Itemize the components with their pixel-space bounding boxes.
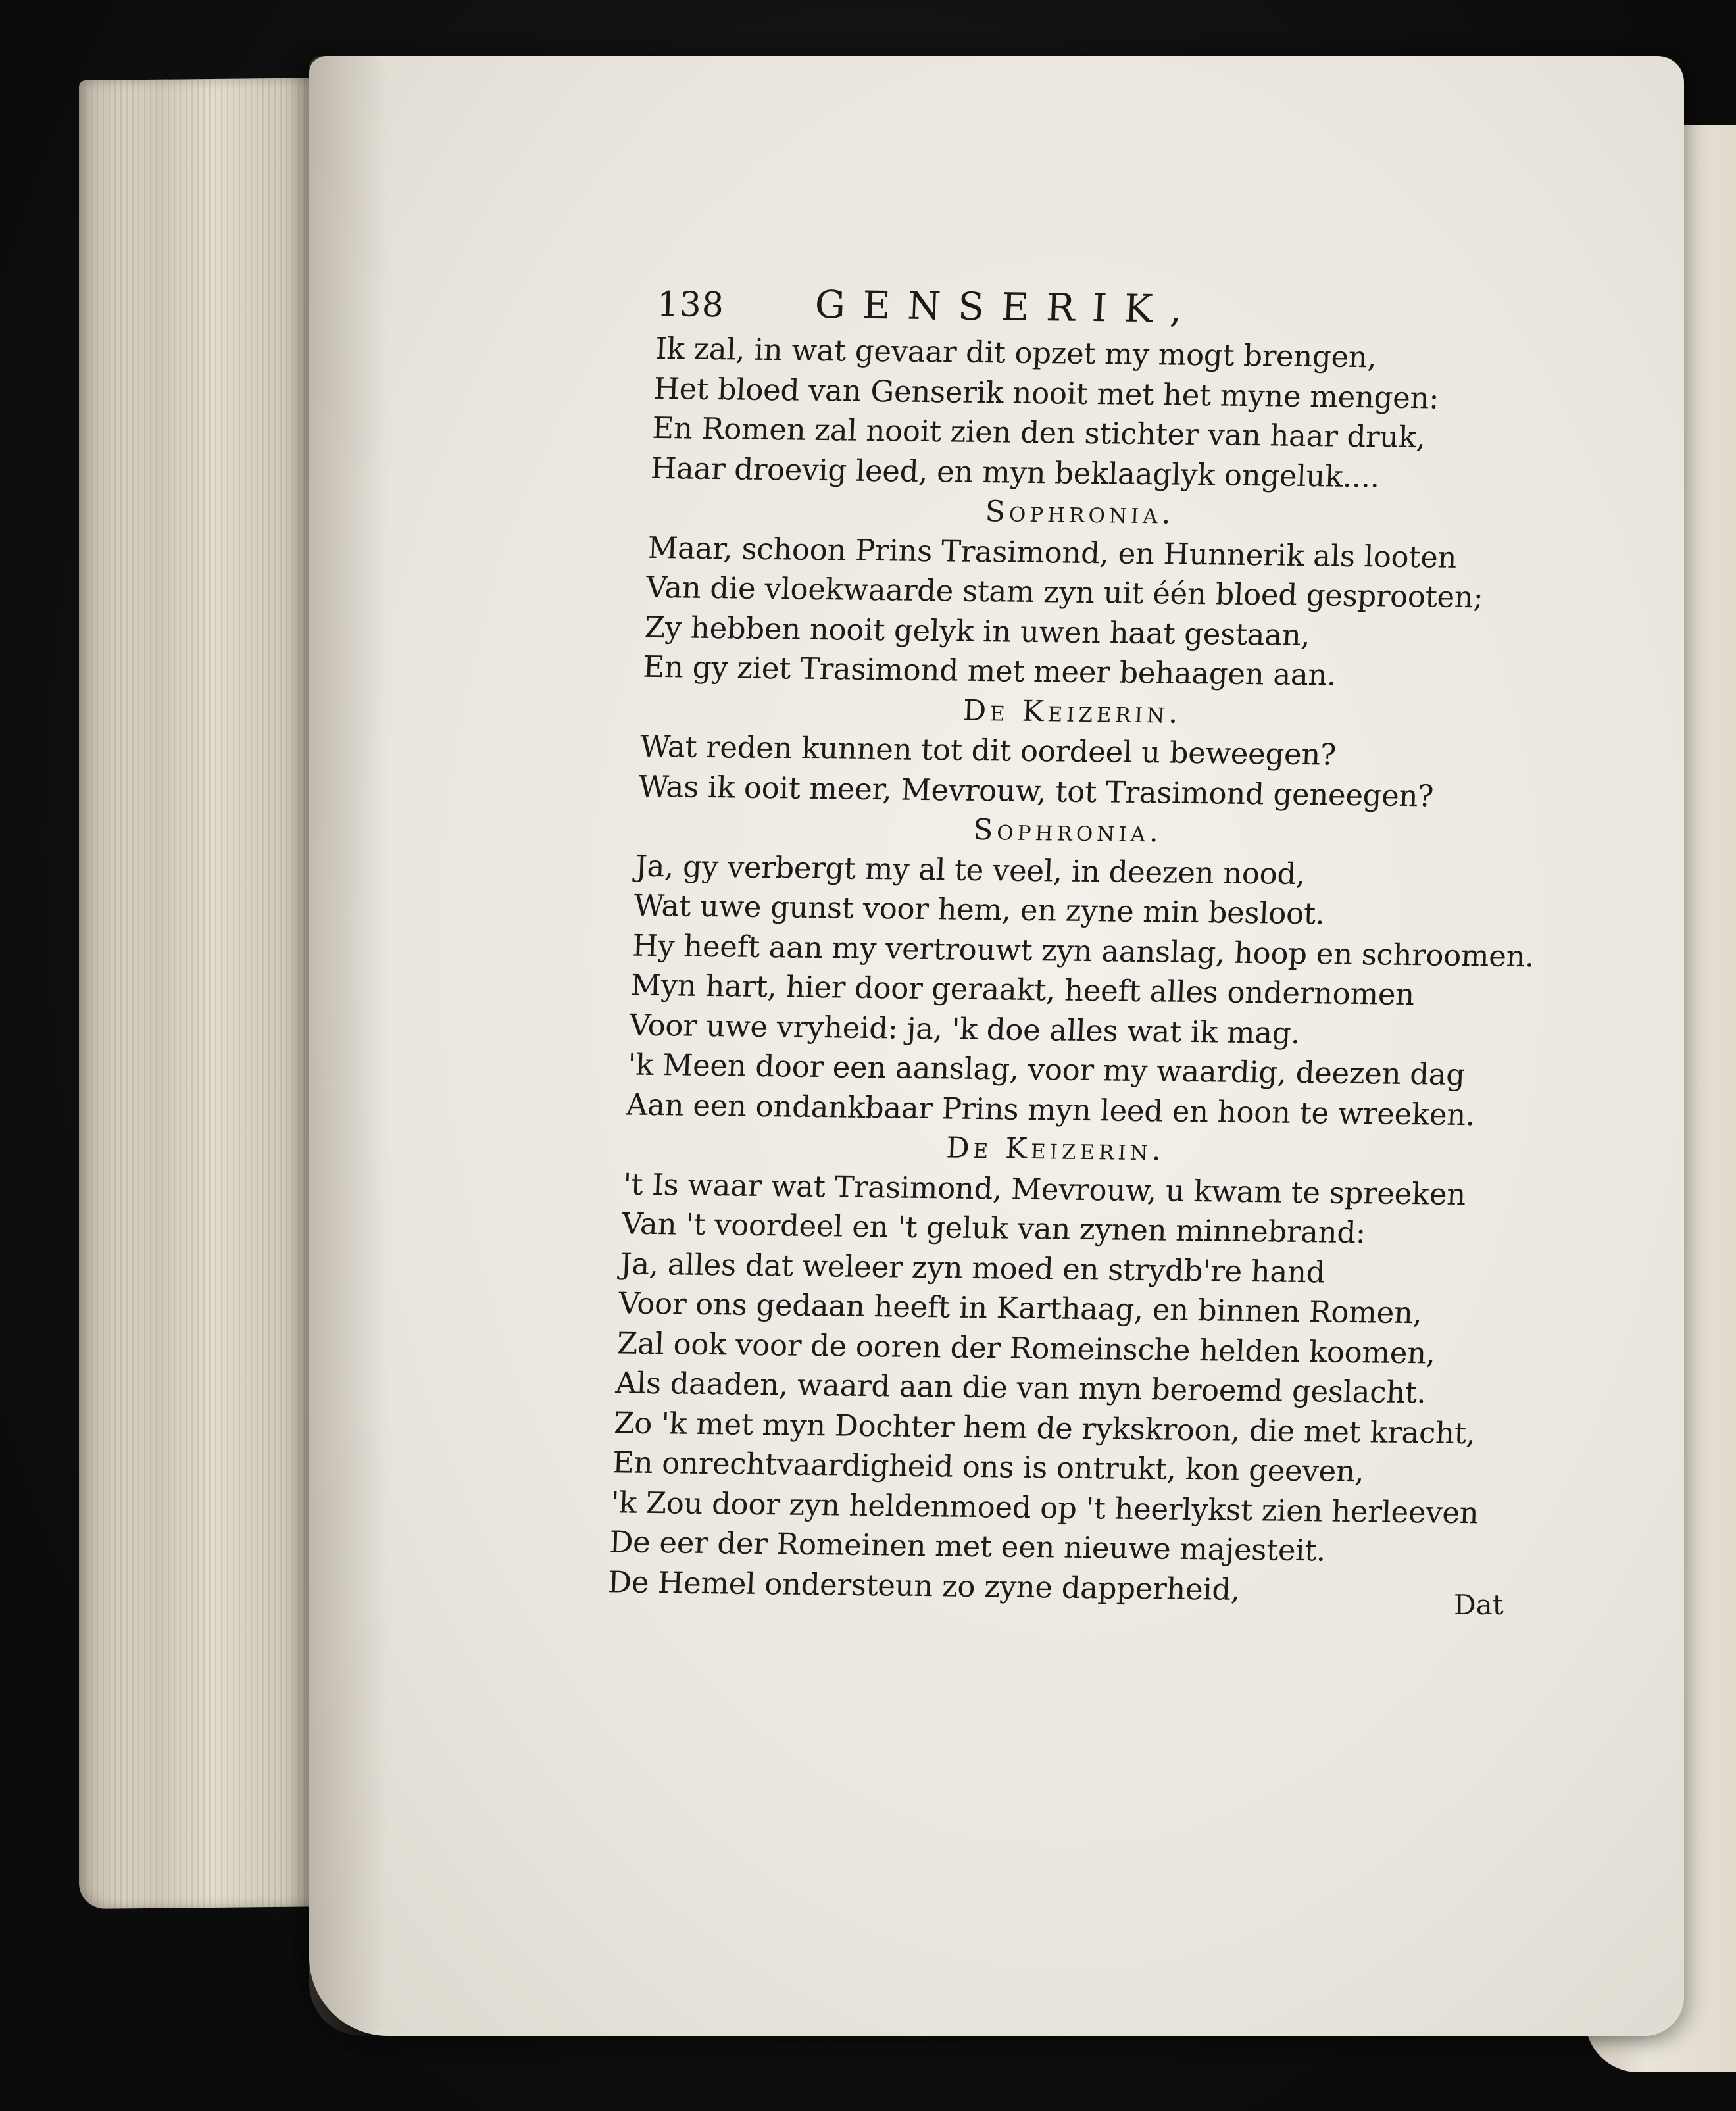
verse-line: Als daaden, waard aan die van myn beroemd geslacht. — [614, 1365, 1427, 1410]
verse-line: Ja, alles dat weleer zyn moed en strydb're hand — [619, 1245, 1326, 1289]
running-title: GENSERIK, — [814, 282, 1200, 332]
verse-line: Van 't voordeel en 't geluk van zynen minnebrand: — [621, 1206, 1366, 1251]
verse-line: Voor uwe vryheid: ja, 'k doe alles wat ik mag. — [628, 1007, 1301, 1051]
verse-line: Wat uwe gunst voor hem, en zyne min besloot. — [633, 887, 1326, 931]
verse-line: Was ik ooit meer, Mevrouw, tot Trasimond geneegen? — [637, 768, 1435, 813]
catchword: Dat — [1454, 1589, 1504, 1621]
verse-line: 't Is waar wat Trasimond, Mevrouw, u kwam te spreeken — [622, 1166, 1467, 1212]
verse-line: Aan een ondankbaar Prins myn leed en hoon te wreeken. — [626, 1087, 1476, 1132]
left-page-stack — [79, 78, 342, 1909]
verse-line: Haar droevig leed, en myn beklaaglyk ongeluk.... — [650, 450, 1381, 494]
verse-line: Wat reden kunnen tot dit oordeel u beweegen? — [639, 728, 1337, 772]
verse-line: Van die vloekwaarde stam zyn uit één bloed gesprooten; — [645, 569, 1484, 615]
speaker-heading: De Keizerin. — [945, 1131, 1166, 1168]
verse-line: De eer der Romeinen met een nieuwe majesteit. — [608, 1524, 1327, 1568]
verse-line: Myn hart, hier door geraakt, heeft alles ondernomen — [630, 967, 1415, 1012]
speaker-heading: Sophronia. — [984, 495, 1176, 531]
verse-line: Zo 'k met myn Dochter hem de rykskroon, die met kracht, — [613, 1404, 1476, 1451]
verse-line: 'k Meen door een aanslag, voor my waardig, deezen dag — [627, 1047, 1466, 1093]
verse-line: Zy hebben nooit gelyk in uwen haat gestaan, — [643, 609, 1311, 653]
verse-line: Zal ook voor de ooren der Romeinsche helden koomen, — [616, 1325, 1436, 1371]
speaker-heading: Sophronia. — [972, 812, 1164, 849]
verse-line: Voor ons gedaan heeft in Karthaag, en binnen Romen, — [618, 1285, 1423, 1331]
verse-line: Ik zal, in wat gevaar dit opzet my mogt brengen, — [655, 330, 1377, 375]
page-number: 138 — [656, 284, 726, 326]
verse-line: Hy heeft aan my vertrouwt zyn aanslag, hoop en schroomen. — [632, 928, 1535, 974]
verse-line: Ja, gy verbergt my al te veel, in deezen nood, — [634, 848, 1306, 891]
verse-line: En onrechtvaardigheid ons is ontrukt, kon geeven, — [612, 1445, 1365, 1489]
verse-line: 'k Zou door zyn heldenmoed op 't heerlykst zien herleeven — [610, 1484, 1479, 1530]
page-text — [607, 283, 1546, 1613]
speaker-heading: De Keizerin. — [962, 693, 1183, 730]
verse-line: En gy ziet Trasimond met meer behaagen aan. — [642, 649, 1337, 693]
verse-line: En Romen zal nooit zien den stichter van haar druk, — [651, 410, 1426, 455]
verse-body — [607, 329, 1544, 1613]
verse-line: Maar, schoon Prins Trasimond, en Hunnerik als looten — [647, 530, 1458, 575]
verse-line: Het bloed van Genserik nooit met het myne mengen: — [653, 370, 1440, 416]
verse-line: De Hemel ondersteun zo zyne dapperheid, — [607, 1564, 1241, 1607]
